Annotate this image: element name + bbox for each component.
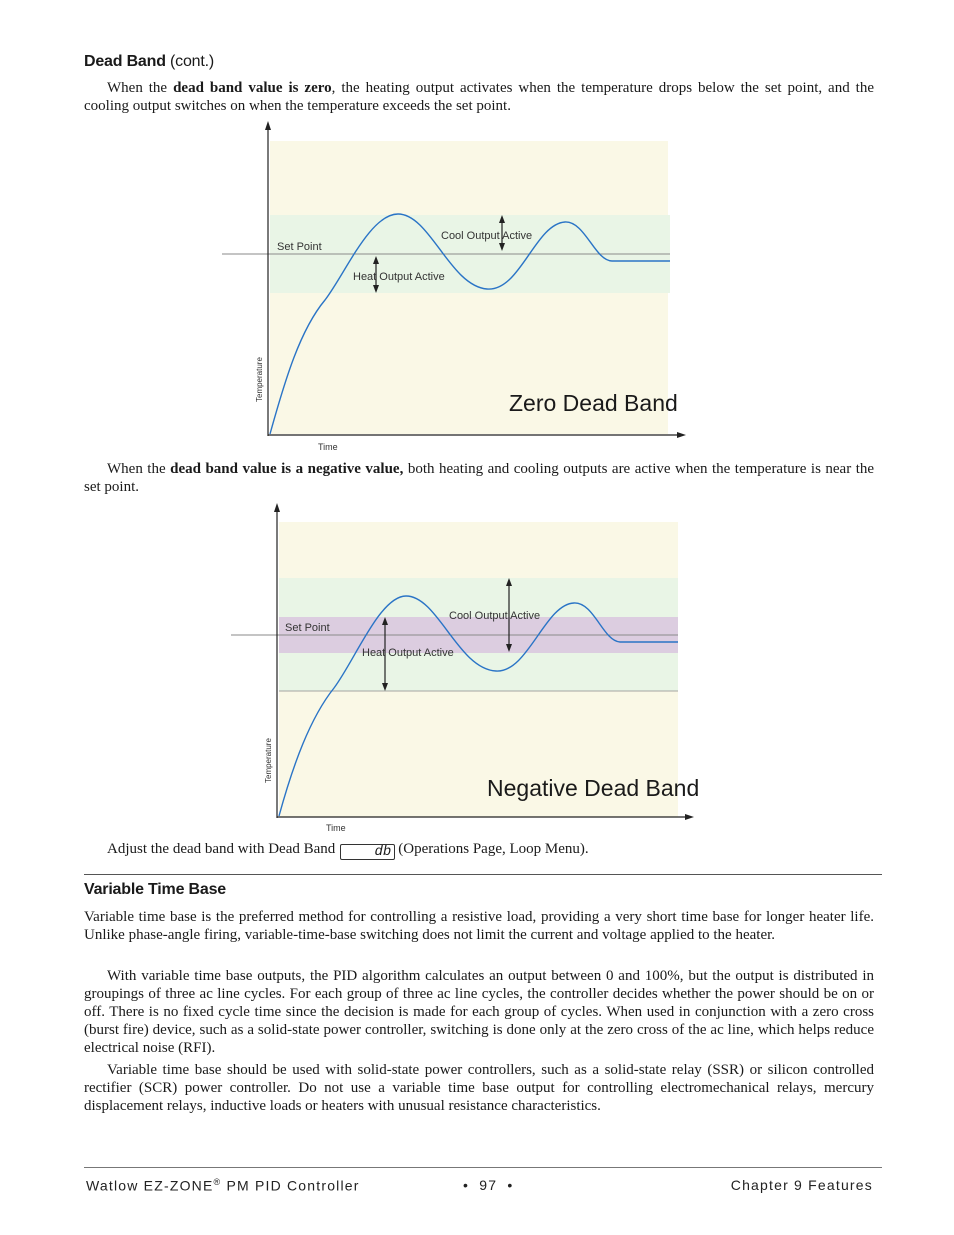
heat-output-label: Heat Output Active	[362, 647, 454, 659]
footer-left	[86, 1177, 360, 1194]
set-point-label: Set Point	[277, 241, 322, 253]
x-axis-label: Time	[318, 442, 338, 452]
cool-output-label: Cool Output Active	[441, 230, 533, 242]
text-span: , the heating output activates when the temperature drops below the set point, and the cooling output switches on when the temperature exceeds the set point.	[84, 80, 874, 114]
dead-band-parameter-display: db	[340, 844, 395, 860]
paragraph-vtb-1: Variable time base is the preferred method for controlling a resistive load, providing a very short time base for longer heater life. Unlike phase-angle firing, variable-time-base switching does not limit the current and voltage applied to the heater.	[84, 909, 874, 943]
heading-cont: (cont.)	[170, 53, 214, 70]
chart-title: Zero Dead Band	[509, 390, 678, 416]
x-axis-arrow	[677, 432, 686, 438]
section-heading-variable-time-base: Variable Time Base	[84, 881, 226, 898]
y-axis-arrow	[274, 503, 280, 512]
footer-chapter: Chapter 9 Features	[730, 1177, 873, 1193]
x-axis-label: Time	[326, 823, 346, 833]
bold-span: dead band value is a negative value,	[170, 461, 404, 477]
section-divider	[84, 874, 882, 875]
paragraph-vtb-2: With variable time base outputs, the PID algorithm calculates an output between 0 and 100%, but the output is distributed in groupings of three ac line cycles. For each group of three ac line cycles, the controller decides whether the power should be on or off. There is no fixed cycle time since the decision is made for each group of cycles. When used in conjunction with a zero cross (burst fire) device, such as a solid-state power controller, switching is done only at the zero cross of the ac line, which helps reduce electrical noise (RFI).	[84, 968, 874, 1056]
zero-dead-band-diagram	[0, 0, 954, 470]
text-span: both heating and cooling outputs are active when the temperature is near the set point.	[84, 461, 875, 495]
text-span: When the	[107, 461, 171, 477]
footer-divider	[84, 1167, 882, 1168]
x-axis-arrow	[685, 814, 694, 820]
negative-dead-band-diagram	[0, 495, 954, 840]
adjust-dead-band-line	[107, 840, 877, 860]
text-span: When the	[107, 80, 174, 96]
set-point-label: Set Point	[285, 622, 330, 634]
bold-span: dead band value is zero	[173, 80, 332, 96]
y-axis-label: Temperature	[264, 738, 273, 783]
footer-page-number: • 97 •	[463, 1177, 514, 1193]
heading-bold: Dead Band	[84, 53, 166, 70]
chart-title: Negative Dead Band	[487, 775, 700, 801]
footer-product: Watlow EZ-ZONE	[86, 1177, 214, 1194]
y-axis-arrow	[265, 121, 271, 130]
footer-product-rest: PM PID Controller	[221, 1177, 360, 1194]
heat-output-label: Heat Output Active	[353, 271, 445, 283]
text-span: (Operations Page, Loop Menu).	[398, 841, 589, 857]
text-span: Adjust the dead band with Dead Band	[107, 841, 336, 857]
registered-mark: ®	[213, 1177, 222, 1187]
cool-output-label: Cool Output Active	[449, 610, 541, 622]
paragraph-negative-dead-band	[84, 460, 874, 496]
paragraph-vtb-3: Variable time base should be used with solid-state power controllers, such as a solid-state relay (SSR) or silicon controlled rectifier (SCR) power controller. Do not use a variable time base output for controlling electromechanical relays, mercury displacement relays, inductive loads or heaters with unusual resistance characteristics.	[84, 1062, 874, 1114]
y-axis-label: Temperature	[255, 357, 264, 402]
